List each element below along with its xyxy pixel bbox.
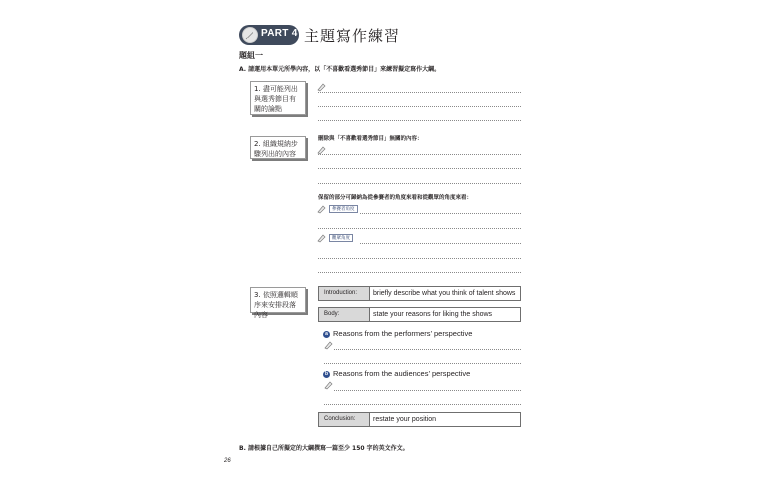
- page-number: 26: [224, 458, 231, 464]
- writing-line[interactable]: [318, 154, 521, 155]
- writing-line[interactable]: [360, 213, 521, 214]
- writing-line[interactable]: [324, 363, 521, 364]
- introduction-value: briefly describe what you think of talent shows: [373, 290, 516, 297]
- writing-line[interactable]: [318, 92, 521, 93]
- pencil-icon: [317, 204, 327, 214]
- writing-line[interactable]: [318, 120, 521, 121]
- pencil-icon: [324, 340, 334, 350]
- step-2-label: 2. 組織規納步驟列出的內容: [254, 140, 298, 158]
- classify-prompt: 保留的部分可歸納為從參賽者的角度來看和從觀眾的角度來看：: [318, 195, 473, 201]
- body-row: [318, 307, 521, 322]
- step-1-label: 1. 盡可能列出與選秀節目有關的論點: [254, 85, 298, 113]
- writing-line[interactable]: [360, 243, 521, 244]
- step-1-box: [250, 81, 306, 115]
- body-value: state your reasons for liking the shows: [373, 311, 493, 318]
- writing-line[interactable]: [318, 228, 521, 229]
- number-a-icon: a: [323, 331, 330, 338]
- conclusion-label: Conclusion:: [319, 413, 370, 426]
- step-2-box: [250, 136, 306, 159]
- reason-b: [323, 369, 470, 378]
- number-b-icon: b: [324, 370, 329, 377]
- writing-line[interactable]: [318, 106, 521, 107]
- writing-line[interactable]: [318, 168, 521, 169]
- page-title: 主題寫作練習: [304, 27, 401, 45]
- group-title: 題組一: [239, 51, 263, 60]
- reason-a-text: Reasons from the performers’ perspective: [333, 329, 473, 338]
- task-a-instruction: A. 請運用本單元所學內容，以「不喜歡看選秀節目」來練習擬定寫作大綱。: [239, 66, 441, 73]
- task-b-instruction: B. 請根據自己所擬定的大綱撰寫一篇至少 150 字的英文作文。: [239, 445, 409, 452]
- introduction-label: Introduction:: [319, 287, 370, 300]
- writing-line[interactable]: [324, 404, 521, 405]
- reason-a: [323, 329, 472, 338]
- introduction-row: [318, 286, 521, 301]
- reason-b-text: Reasons from the audiences’ perspective: [333, 369, 471, 378]
- pencil-icon: [324, 380, 334, 390]
- conclusion-row: [318, 412, 521, 427]
- writing-line[interactable]: [334, 349, 521, 350]
- writing-line[interactable]: [318, 272, 521, 273]
- pencil-icon: [317, 82, 327, 92]
- delete-prompt: 刪除與「不喜歡看選秀節目」無關的內容：: [318, 136, 423, 142]
- part-badge: [239, 25, 299, 45]
- performer-view-tag: 參賽者角度: [329, 205, 358, 213]
- audience-view-tag: 觀眾角度: [329, 234, 353, 242]
- body-label: Body:: [319, 308, 370, 321]
- writing-line[interactable]: [318, 183, 521, 184]
- step-3-box: [250, 287, 306, 319]
- step-3-label: 3. 依照邏輯順序來安排段落內容: [254, 291, 298, 319]
- pen-nib-icon: [242, 27, 258, 43]
- writing-line[interactable]: [334, 390, 521, 391]
- part-label: PART 4: [261, 28, 298, 39]
- conclusion-value: restate your position: [373, 416, 437, 423]
- writing-line[interactable]: [318, 258, 521, 259]
- pencil-icon: [317, 233, 327, 243]
